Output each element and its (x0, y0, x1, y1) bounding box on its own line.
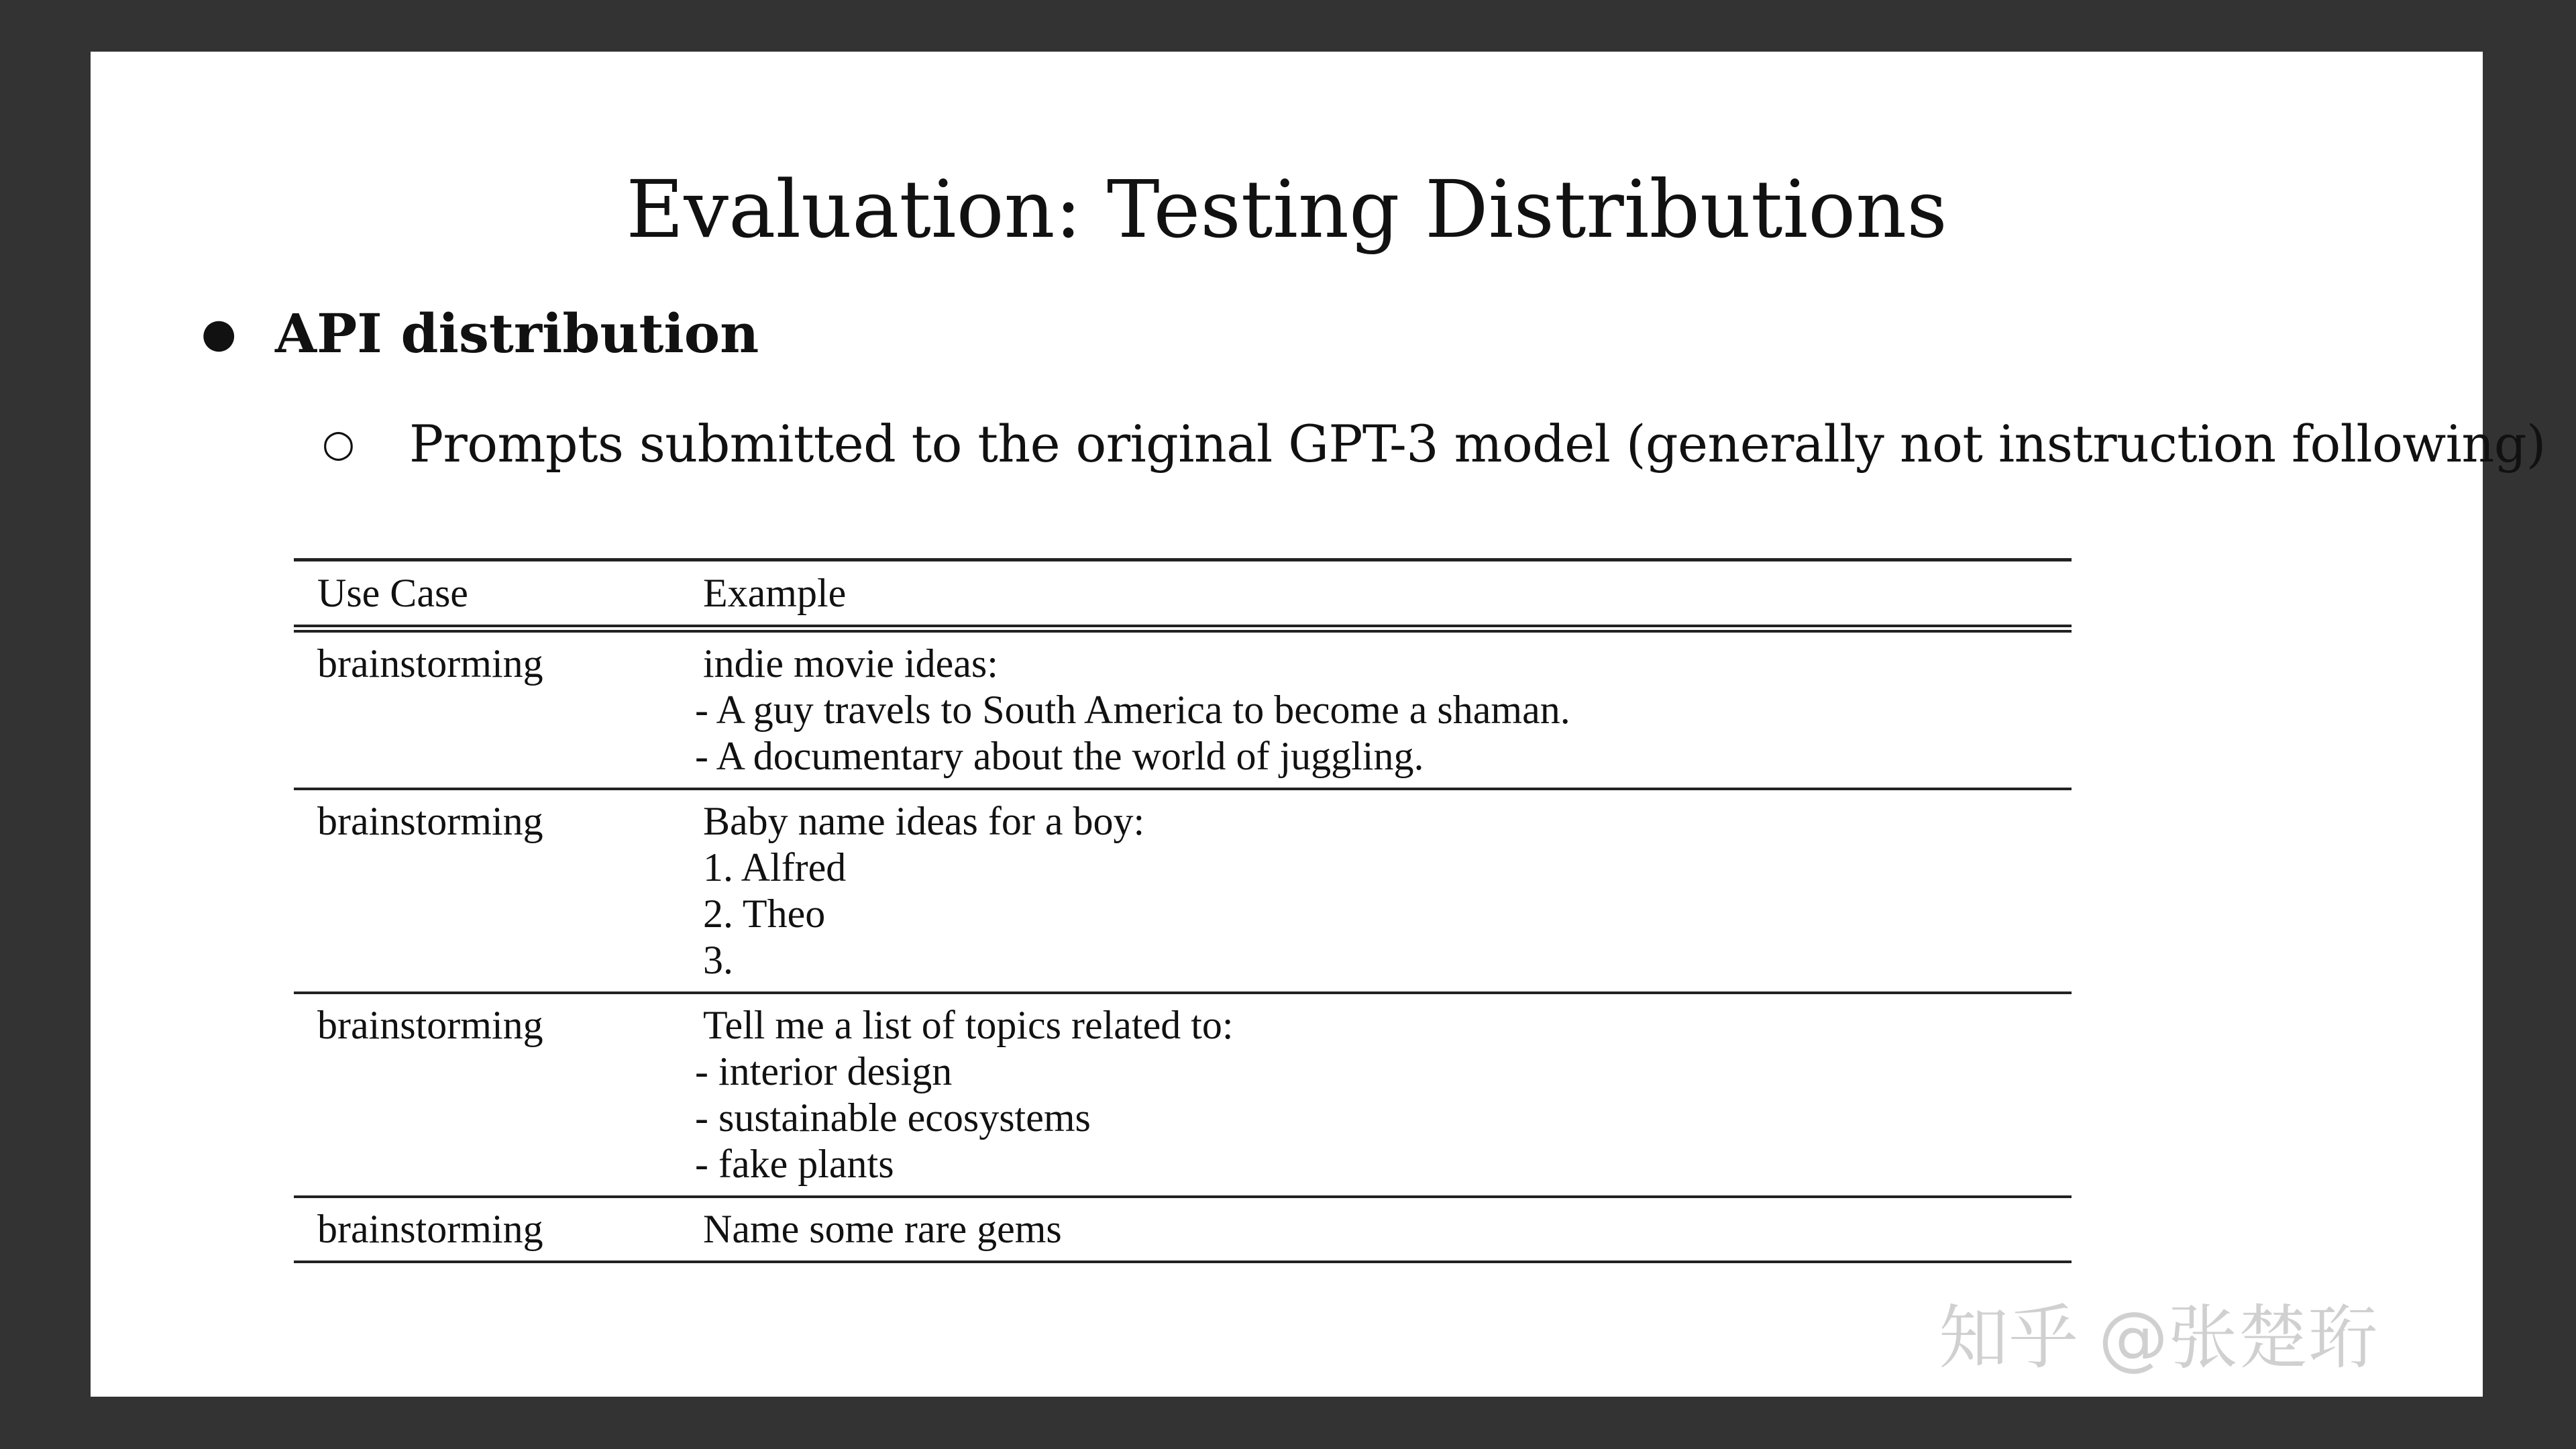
sub-bullet-circle-icon: ○ (322, 422, 355, 466)
example-line: indie movie ideas: (703, 641, 998, 686)
watermark (1939, 1285, 2377, 1379)
sub-bullet-text: Prompts submitted to the original GPT-3 model (generally not instruction following) (409, 414, 2546, 474)
use-case-table-container (294, 558, 2072, 1263)
header-example: Example (680, 560, 2072, 629)
use-case-cell: brainstorming (294, 993, 680, 1197)
use-case-cell: brainstorming (294, 629, 680, 789)
example-line: Name some rare gems (703, 1207, 1062, 1251)
header-use-case: Use Case (294, 560, 680, 629)
bullet-dot-icon: ● (201, 310, 237, 357)
example-line: - interior design (695, 1049, 953, 1093)
table-header-row (294, 560, 2072, 629)
example-cell (680, 1197, 2072, 1262)
example-cell (680, 629, 2072, 789)
watermark-handle: @张楚珩 (2098, 1297, 2378, 1379)
bullet-item (201, 300, 759, 367)
use-case-cell: brainstorming (294, 789, 680, 993)
example-line: Baby name ideas for a boy: (703, 799, 1145, 843)
table-row (294, 993, 2072, 1197)
example-line: Tell me a list of topics related to: (703, 1003, 1234, 1047)
watermark-site: 知乎 (1939, 1297, 2079, 1379)
bullet-text: API distribution (275, 302, 759, 365)
example-line: - sustainable ecosystems (695, 1095, 1091, 1140)
table-row (294, 789, 2072, 993)
example-line: - A guy travels to South America to become a shaman. (695, 688, 1570, 732)
sub-bullet-item (322, 411, 2546, 478)
table-body (294, 629, 2072, 1262)
example-line: - fake plants (695, 1142, 894, 1186)
example-line: 3. (703, 938, 733, 982)
example-line: - A documentary about the world of juggling. (695, 734, 1424, 778)
use-case-table (294, 558, 2072, 1263)
example-line: 2. Theo (703, 892, 826, 936)
example-line: 1. Alfred (703, 845, 847, 890)
slide-title: Evaluation: Testing Distributions (626, 163, 1947, 256)
use-case-cell: brainstorming (294, 1197, 680, 1262)
table-row (294, 1197, 2072, 1262)
table-row (294, 629, 2072, 789)
example-cell (680, 993, 2072, 1197)
example-cell (680, 789, 2072, 993)
